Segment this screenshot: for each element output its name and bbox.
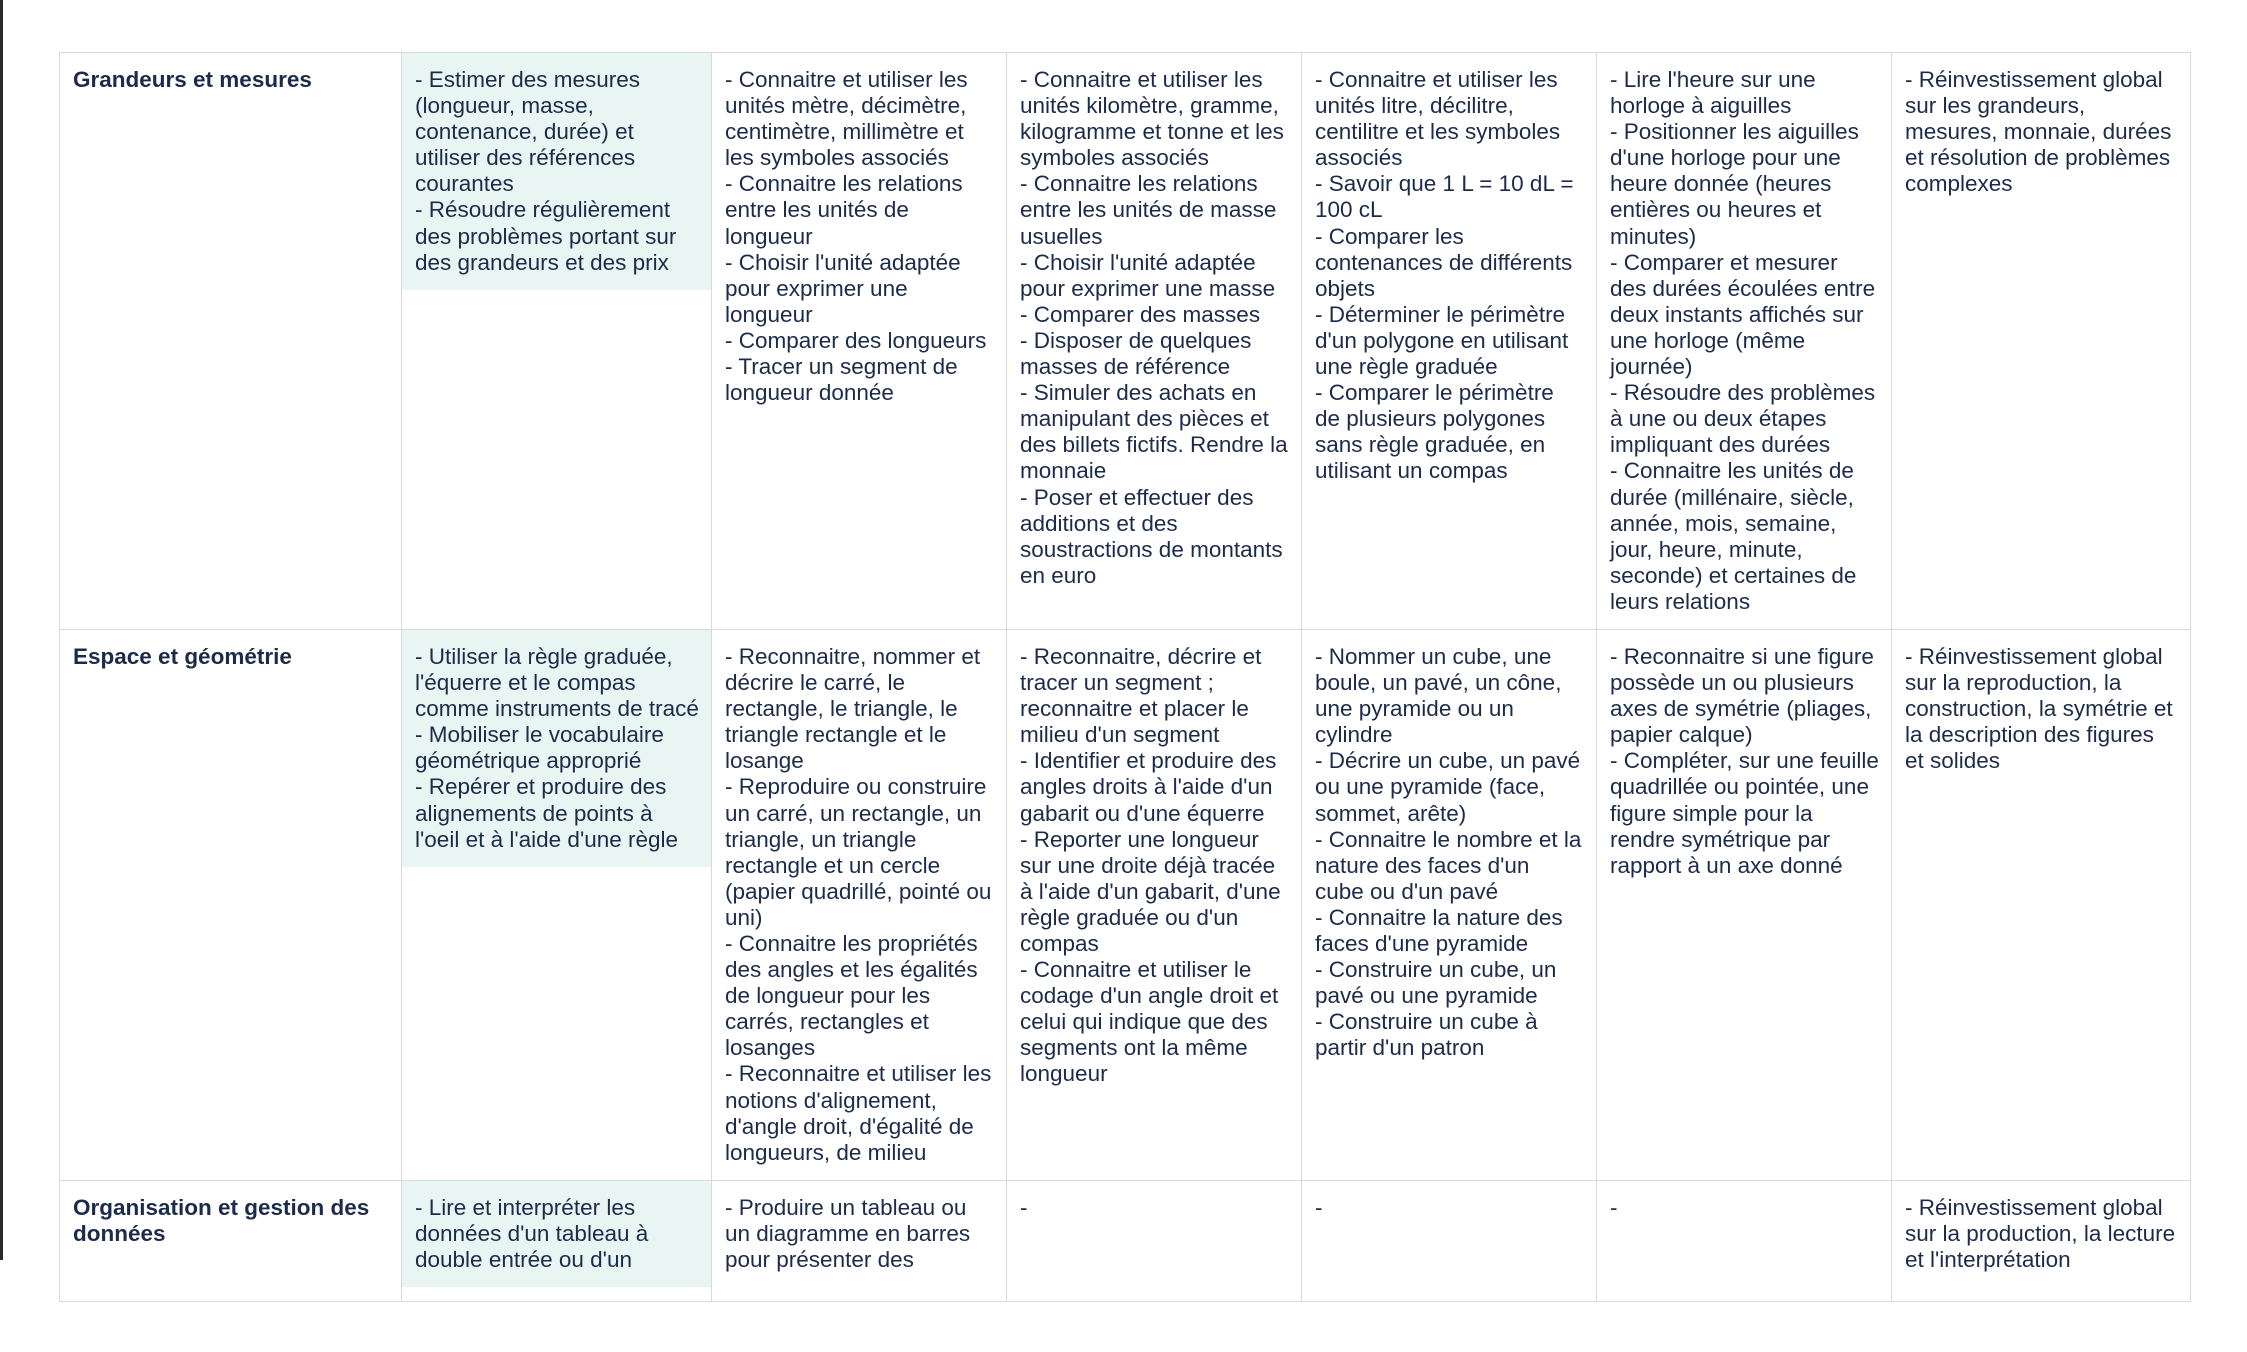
cell-line: - Décrire un cube, un pavé ou une pyramide (face, sommet, arête): [1315, 748, 1581, 826]
table-cell: [1597, 1180, 1892, 1301]
cell-content: [1892, 630, 2190, 788]
cell-line: - Résoudre régulièrement des problèmes portant sur des grandeurs et des prix: [415, 197, 677, 275]
table-cell: [1892, 53, 2191, 630]
table-row: [60, 53, 2191, 630]
domain-heading: Grandeurs et mesures: [73, 67, 312, 92]
cell-line: - Tracer un segment de longueur donnée: [725, 354, 958, 406]
cell-line: - Construire un cube à partir d'un patron: [1315, 1009, 1538, 1061]
cell-content: [712, 1181, 1006, 1287]
table-cell: [402, 1180, 712, 1301]
cell-content: [712, 53, 1006, 420]
cell-line: - Connaitre et utiliser les unités litre, décilitre, centilitre et les symboles associés: [1315, 67, 1561, 171]
domain-heading-cell: [60, 53, 402, 630]
cell-content: [1302, 1181, 1596, 1235]
cell-line: - Comparer des longueurs: [725, 327, 987, 353]
highlighted-cell-content: [402, 1181, 711, 1287]
cell-line: - Choisir l'unité adaptée pour exprimer une longueur: [725, 249, 961, 327]
table-cell: [1007, 53, 1302, 630]
cell-line: - Estimer des mesures (longueur, masse, contenance, durée) et utiliser des références courantes: [415, 67, 641, 197]
table-cell: [1597, 629, 1892, 1180]
cell-content: [1597, 1181, 1891, 1235]
cell-content: [1007, 1181, 1301, 1235]
cell-content: [1892, 53, 2190, 211]
cell-line: - Résoudre des problèmes à une ou deux étapes impliquant des durées: [1610, 380, 1876, 458]
cell-line: - Identifier et produire des angles droits à l'aide d'un gabarit ou d'une équerre: [1020, 748, 1277, 826]
domain-heading: Espace et géométrie: [73, 643, 292, 669]
cell-line: - Comparer les contenances de différents objets: [1315, 223, 1573, 301]
table-cell: [1302, 629, 1597, 1180]
cell-line: - Comparer des masses: [1020, 301, 1261, 327]
cell-content: [712, 630, 1006, 1180]
cell-line: - Comparer et mesurer des durées écoulées entre deux instants affichés sur une horloge (même journée): [1610, 249, 1876, 380]
table-cell: [712, 629, 1007, 1180]
cell-line: - Disposer de quelques masses de référence: [1020, 327, 1252, 380]
cell-line: - Réinvestissement global sur les grandeurs, mesures, monnaie, durées et résolution de problèmes complexes: [1905, 67, 2172, 197]
cell-line: - Connaitre la nature des faces d'une pyramide: [1315, 904, 1563, 956]
domain-heading-cell: [60, 629, 402, 1180]
table-cell: [712, 53, 1007, 630]
cell-line: - Utiliser la règle graduée, l'équerre et le compas comme instruments de tracé: [415, 643, 699, 722]
cell-line: - Connaitre les propriétés des angles et les égalités de longueur pour les carrés, rectangles et losanges: [725, 931, 978, 1061]
cell-line: - Connaitre et utiliser le codage d'un angle droit et celui qui indique que des segments ont la même longueur: [1020, 957, 1279, 1087]
cell-line: - Connaitre le nombre et la nature des faces d'un cube ou d'un pavé: [1315, 826, 1582, 904]
highlighted-cell-content: [402, 53, 711, 290]
table-row: [60, 1180, 2191, 1301]
cell-line: - Comparer le périmètre de plusieurs polygones sans règle graduée, en utilisant un compas: [1315, 380, 1554, 484]
cell-content: [1597, 53, 1891, 629]
curriculum-table-container: [59, 52, 2190, 1352]
cell-content: [1007, 630, 1301, 1102]
cell-line: - Positionner les aiguilles d'une horloge pour une heure donnée (heures entières ou heures et minutes): [1610, 119, 1859, 249]
cell-line: - Reconnaitre, décrire et tracer un segment ; reconnaitre et placer le milieu d'un segment: [1020, 643, 1262, 748]
cell-line: - Nommer un cube, une boule, un pavé, un cône, une pyramide ou un cylindre: [1315, 643, 1562, 748]
cell-line: - Connaitre et utiliser les unités mètre, décimètre, centimètre, millimètre et les symboles associés: [725, 67, 968, 171]
cell-line: -: [1610, 1194, 1618, 1220]
cell-line: - Reconnaitre si une figure possède un ou plusieurs axes de symétrie (pliages, papier calque): [1610, 643, 1874, 748]
cell-line: - Construire un cube, un pavé ou une pyramide: [1315, 957, 1557, 1009]
cell-line: - Compléter, sur une feuille quadrillée ou pointée, une figure simple pour la rendre symétrique par rapport à un axe donné: [1610, 748, 1879, 878]
table-cell: [1302, 53, 1597, 630]
table-row: [60, 629, 2191, 1180]
table-cell: [402, 629, 712, 1180]
cell-line: - Connaitre les unités de durée (millénaire, siècle, année, mois, semaine, jour, heure, minute, seconde) et certaines de leurs relations: [1610, 458, 1857, 614]
cell-line: - Simuler des achats en manipulant des pièces et des billets fictifs. Rendre la monnaie: [1020, 380, 1288, 484]
table-cell: [1007, 629, 1302, 1180]
window-left-edge: [0, 0, 3, 1260]
cell-line: - Poser et effectuer des additions et des soustractions de montants en euro: [1020, 484, 1283, 588]
cell-line: - Réinvestissement global sur la production, la lecture et l'interprétation: [1905, 1194, 2176, 1273]
cell-line: - Savoir que 1 L = 10 dL = 100 cL: [1315, 171, 1574, 223]
cell-content: [1597, 630, 1891, 893]
domain-heading-cell: [60, 1180, 402, 1301]
table-cell: [1597, 53, 1892, 630]
cell-line: - Connaitre et utiliser les unités kilomètre, gramme, kilogramme et tonne et les symboles associés: [1020, 67, 1284, 171]
cell-line: - Reporter une longueur sur une droite déjà tracée à l'aide d'un gabarit, d'une règle graduée ou d'un compas: [1020, 826, 1281, 956]
cell-line: - Produire un tableau ou un diagramme en barres pour présenter des: [725, 1194, 971, 1273]
cell-content: [1892, 1181, 2190, 1287]
table-cell: [1007, 1180, 1302, 1301]
cell-line: - Mobiliser le vocabulaire géométrique approprié: [415, 722, 664, 774]
curriculum-table: [59, 52, 2191, 1302]
cell-line: -: [1315, 1194, 1323, 1220]
cell-line: - Reconnaitre, nommer et décrire le carré, le rectangle, le triangle, le triangle rectangle et le losange: [725, 643, 981, 774]
cell-line: - Repérer et produire des alignements de points à l'oeil et à l'aide d'une règle: [415, 774, 679, 852]
highlighted-cell-content: [402, 630, 711, 867]
cell-line: - Reconnaitre et utiliser les notions d'alignement, d'angle droit, d'égalité de longueurs, de milieu: [725, 1061, 992, 1165]
table-body: [60, 53, 2191, 1302]
table-cell: [1892, 629, 2191, 1180]
cell-content: [1302, 53, 1596, 499]
table-cell: [712, 1180, 1007, 1301]
cell-line: - Reproduire ou construire un carré, un rectangle, un triangle, un triangle rectangle et un cercle (papier quadrillé, pointé ou uni): [725, 774, 992, 930]
cell-line: - Lire et interpréter les données d'un tableau à double entrée ou d'un: [415, 1194, 649, 1273]
cell-line: - Connaitre les relations entre les unités de masse usuelles: [1020, 171, 1277, 249]
table-cell: [402, 53, 712, 630]
cell-line: -: [1020, 1194, 1028, 1220]
table-cell: [1892, 1180, 2191, 1301]
cell-content: [1302, 630, 1596, 1076]
cell-line: - Lire l'heure sur une horloge à aiguilles: [1610, 67, 1816, 119]
table-cell: [1302, 1180, 1597, 1301]
cell-line: - Choisir l'unité adaptée pour exprimer une masse: [1020, 249, 1276, 301]
cell-content: [1007, 53, 1301, 603]
cell-line: - Déterminer le périmètre d'un polygone en utilisant une règle graduée: [1315, 301, 1569, 380]
domain-heading: Organisation et gestion des données: [73, 1194, 370, 1246]
cell-line: - Connaitre les relations entre les unités de longueur: [725, 171, 963, 249]
cell-line: - Réinvestissement global sur la reproduction, la construction, la symétrie et la description des figures et solides: [1905, 643, 2173, 774]
